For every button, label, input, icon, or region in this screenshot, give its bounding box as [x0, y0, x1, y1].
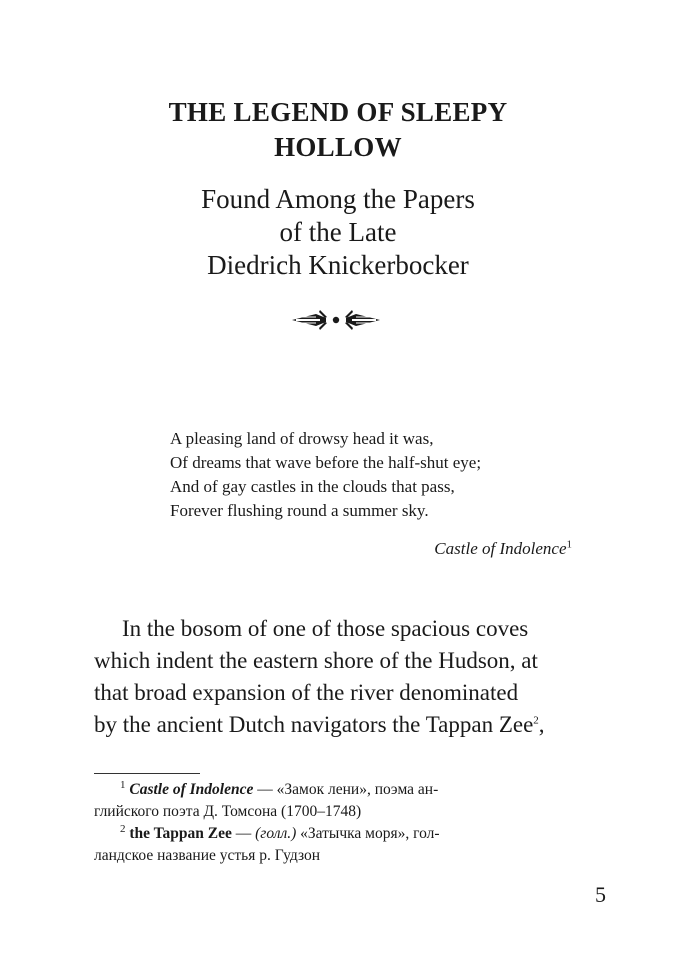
body-line-1: In the bosom of one of those spacious coves	[122, 616, 529, 641]
epigraph-line-2: Of dreams that wave before the half-shut eye;	[170, 453, 482, 472]
footnote-2-dash: —	[231, 825, 256, 842]
footnote-ref-1: 1	[566, 538, 572, 551]
footnote-2-line-1	[120, 823, 440, 845]
body-line-2: which indent the eastern shore of the Hudson, at	[94, 648, 538, 673]
footnote-separator	[94, 773, 200, 774]
epigraph-line-4: Forever flushing round a summer sky.	[170, 501, 429, 520]
epigraph-attribution	[434, 539, 572, 559]
footnote-1-line-1	[120, 779, 438, 801]
body-line-3: that broad expansion of the river denominated	[94, 680, 519, 705]
footnote-ref-2: 2	[533, 714, 539, 727]
page-number: 5	[595, 882, 606, 907]
decorative-fleuron-icon	[290, 305, 382, 335]
chapter-title-line-1: THE LEGEND OF SLEEPY	[168, 97, 508, 127]
epigraph-line-1: A pleasing land of drowsy head it was,	[170, 429, 434, 448]
chapter-title-line-2: HOLLOW	[274, 132, 402, 162]
footnote-2-number: 2	[120, 822, 126, 835]
body-line-4-text: by the ancient Dutch navigators the Tappan Zee	[94, 712, 534, 737]
body-line-4-trailing: ,	[538, 712, 545, 737]
subtitle-line-2: of the Late	[279, 217, 397, 247]
footnote-2-line-2: ландское название устья р. Гудзон	[94, 847, 321, 864]
body-line-4	[94, 709, 545, 741]
footnote-1-line-2: глийского поэта Д. Томсона (1700–1748)	[94, 803, 362, 820]
footnote-1-text: — «Замок лени», поэма ан-	[253, 781, 439, 798]
subtitle-line-3: Diedrich Knickerbocker	[207, 250, 469, 280]
subtitle-line-1: Found Among the Papers	[201, 184, 475, 214]
footnote-2-language: (голл.)	[255, 825, 297, 842]
footnote-2-text: «Затычка моря», гол-	[296, 825, 440, 842]
footnote-1-term: Castle of Indolence	[129, 781, 254, 798]
footnote-1-number: 1	[120, 778, 126, 791]
footnote-2-term: the Tappan Zee	[129, 825, 232, 842]
epigraph-line-3: And of gay castles in the clouds that pass,	[170, 477, 455, 496]
attribution-text: Castle of Indolence	[434, 539, 567, 558]
